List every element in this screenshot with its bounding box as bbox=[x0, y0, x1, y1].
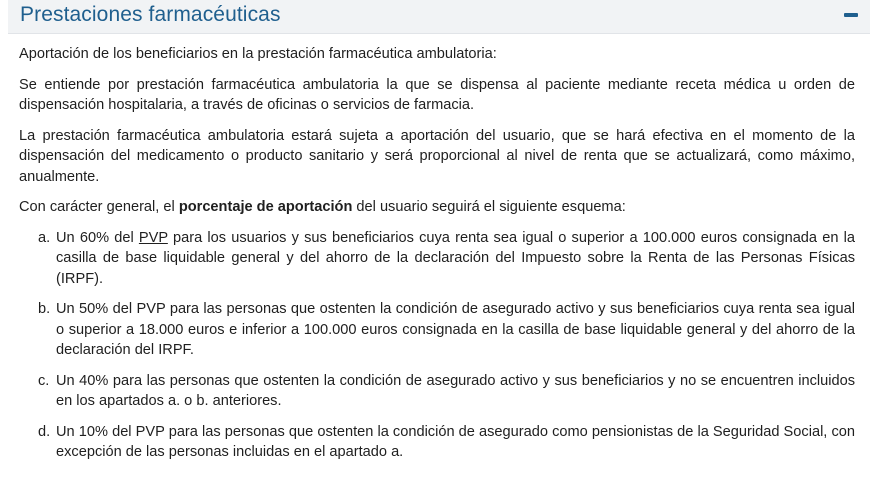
content-heading: Aportación de los beneficiarios en la prestación farmacéutica ambulatoria: bbox=[19, 46, 497, 62]
list-marker: c. bbox=[38, 372, 50, 389]
list-item-pre: Un 60% del bbox=[56, 229, 139, 246]
list-item bbox=[19, 422, 855, 463]
list-item bbox=[19, 371, 855, 412]
pvp-abbreviation[interactable]: PVP bbox=[138, 229, 168, 246]
minus-icon[interactable] bbox=[844, 13, 858, 17]
list-item bbox=[19, 299, 855, 361]
list-marker: d. bbox=[38, 423, 51, 440]
list-item-text: Un 10% del PVP para las personas que ostenten la condición de asegurado como pensionistas de la Seguridad Social, con excepción de las personas incluidas en el apartado a. bbox=[56, 423, 855, 460]
paragraph-scheme bbox=[19, 197, 855, 218]
section-header[interactable] bbox=[8, 0, 870, 34]
paragraph-definition: Se entiende por prestación farmacéutica ambulatoria la que se dispensa al paciente mediante receta médica u orden de dispensación hospitalaria, a través de oficinas o servicios de farmacia. bbox=[19, 76, 855, 113]
section-content bbox=[19, 44, 855, 473]
list-item-text: Un 40% para las personas que ostenten la condición de asegurado activo y sus beneficiarios y no se encuentren incluidos en los apartados a. o b. anteriores. bbox=[56, 372, 855, 409]
list-item-text: Un 50% del PVP para las personas que ostenten la condición de asegurado activo y sus beneficiarios cuya renta sea igual o superior a 18.000 euros e inferior a 100.000 euros consignada en la casilla de base liquidable general y del ahorro de la declaración del IRPF. bbox=[56, 301, 855, 358]
list-item bbox=[19, 228, 855, 290]
list-item-text: para los usuarios y sus beneficiarios cuya renta sea igual o superior a 100.000 euros consignada en la casilla de base liquidable general y del ahorro de la declaración del Impuesto sobre la Renta de las Personas Físicas (IRPF). bbox=[56, 229, 855, 287]
paragraph-contribution: La prestación farmacéutica ambulatoria estará sujeta a aportación del usuario, que se hará efectiva en el momento de la dispensación del medicamento o producto sanitario y será proporcional al nivel de renta que se actualizará, como máximo, anualmente. bbox=[19, 127, 855, 185]
list-marker: b. bbox=[38, 301, 51, 317]
section-title: Prestaciones farmacéuticas bbox=[20, 3, 281, 26]
scheme-text-end: del usuario seguirá el siguiente esquema: bbox=[352, 199, 626, 215]
list-marker: a. bbox=[38, 229, 51, 246]
scheme-text-start: Con carácter general, el bbox=[19, 199, 179, 215]
contribution-list bbox=[19, 228, 855, 463]
scheme-text-bold: porcentaje de aportación bbox=[178, 199, 353, 215]
